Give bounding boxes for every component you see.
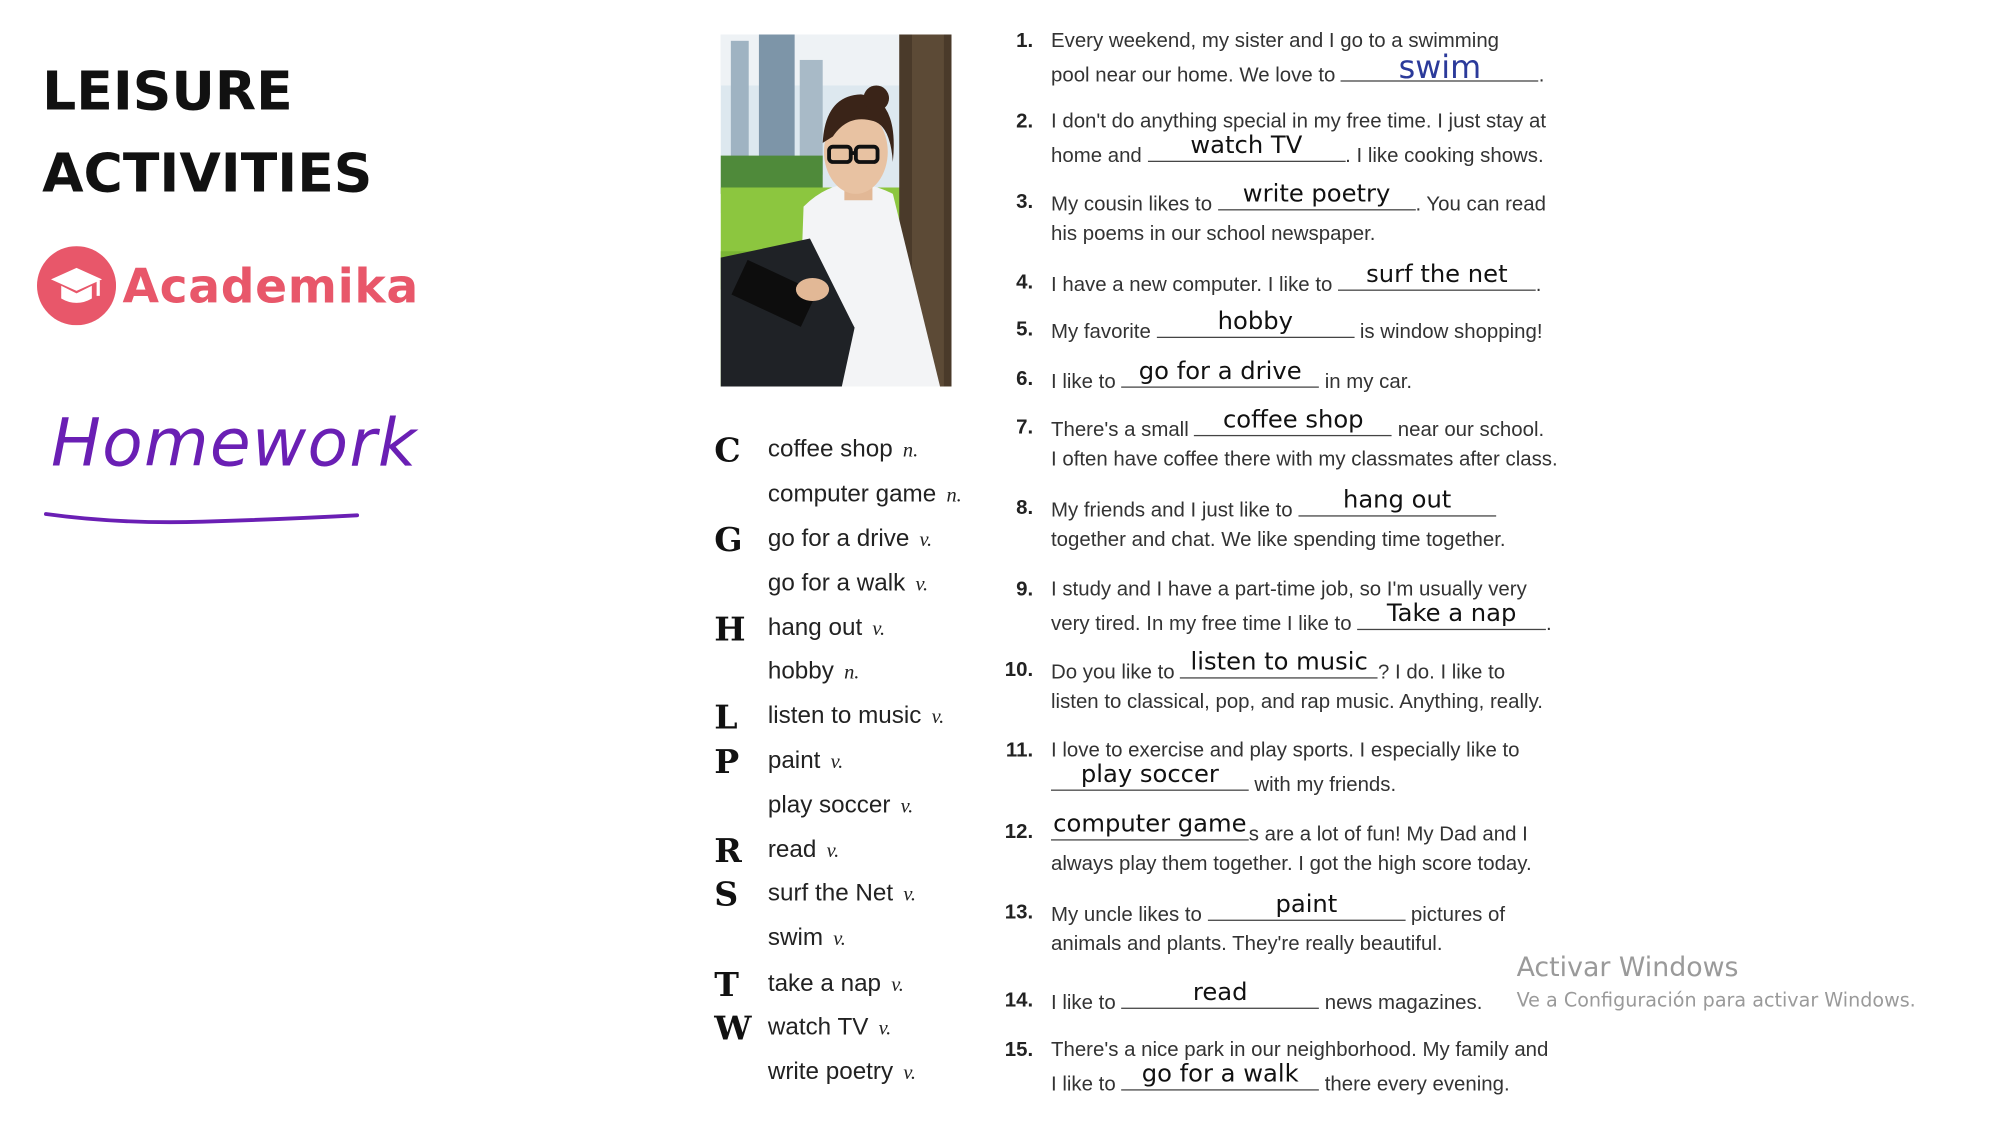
answer-blank xyxy=(1218,179,1416,210)
vocab-section-letter: G xyxy=(714,521,743,560)
sentence-text: is window shopping! xyxy=(1359,321,1543,344)
sentence-line-1 xyxy=(1051,179,1546,220)
sentence-text: I have a new computer. I like to xyxy=(1051,274,1333,296)
vocab-section-letter: H xyxy=(714,610,746,650)
vocab-word: surf the Net xyxy=(767,880,894,907)
sentence-text: pool near our home. We love to xyxy=(1051,65,1336,87)
vocab-part-of-speech: v. xyxy=(830,751,844,773)
vocab-item xyxy=(768,526,932,554)
sentence-line-1 xyxy=(1051,647,1506,688)
sentence-text: My friends and I just like to xyxy=(1051,499,1293,522)
sentence-text: listen to classical, pop, and rap music. Anything, really. xyxy=(1051,691,1543,714)
sentence-text: always play them together. I got the high score today. xyxy=(1051,853,1532,875)
sentence-text: together and chat. We like spending time together. xyxy=(1051,529,1506,552)
vocab-word: hobby xyxy=(767,658,834,685)
answer-blank xyxy=(1208,890,1406,921)
answer-blank xyxy=(1357,599,1546,630)
exercise-number: 7. xyxy=(1016,417,1034,439)
handwritten-answer: surf the net xyxy=(1366,260,1508,289)
sentence-text: with my friends. xyxy=(1254,774,1397,796)
sentence-line-1 xyxy=(1051,485,1496,526)
sentence-line-1 xyxy=(1051,405,1545,446)
handwritten-answer: play soccer xyxy=(1080,760,1219,789)
sentence-text: in my car. xyxy=(1324,371,1413,393)
sentence-line-2 xyxy=(1051,524,1506,556)
exercise-number: 12. xyxy=(1004,821,1034,844)
vocab-item xyxy=(768,925,846,953)
vocab-part-of-speech: v. xyxy=(872,618,886,641)
vocab-item xyxy=(768,837,839,865)
answer-blank xyxy=(1051,809,1249,840)
exercise-number: 1. xyxy=(1016,30,1034,53)
answer-blank xyxy=(1121,1059,1319,1090)
exercise-number: 11. xyxy=(1005,739,1034,762)
exercise-number: 10. xyxy=(1004,659,1034,682)
handwritten-answer: paint xyxy=(1275,890,1338,919)
sentence-line-2 xyxy=(1051,1059,1510,1100)
sentence-text: . xyxy=(1546,613,1552,636)
vocab-item xyxy=(768,481,962,509)
sentence-text: I like to xyxy=(1051,1073,1116,1096)
sentence-line-2 xyxy=(1051,131,1544,172)
handwritten-answer: computer game xyxy=(1053,809,1247,839)
sentence-text: I study and I have a part-time job, so I'm usually very xyxy=(1051,579,1527,601)
sentence-text: his poems in our school newspaper. xyxy=(1051,223,1376,245)
vocab-part-of-speech: n. xyxy=(946,484,962,507)
sentence-line-2 xyxy=(1051,848,1532,880)
sentence-line-1 xyxy=(1051,357,1413,398)
vocab-word: coffee shop xyxy=(767,436,893,464)
sentence-text: news magazines. xyxy=(1324,992,1483,1015)
vocab-word: go for a walk xyxy=(767,570,906,597)
handwritten-answer: swim xyxy=(1398,48,1482,86)
vocab-word: take a nap xyxy=(767,970,882,998)
answer-blank xyxy=(1121,357,1319,388)
sentence-line-1 xyxy=(1051,809,1528,850)
vocab-part-of-speech: v. xyxy=(878,1017,892,1040)
homework-underline xyxy=(43,506,362,532)
answer-blank xyxy=(1298,485,1496,516)
sentence-text: Every weekend, my sister and I go to a swimming xyxy=(1051,30,1500,53)
vocab-item xyxy=(768,658,860,686)
exercise-number: 6. xyxy=(1016,368,1034,391)
vocab-part-of-speech: v. xyxy=(891,974,904,997)
answer-blank xyxy=(1338,260,1536,291)
handwritten-answer: Take a nap xyxy=(1386,599,1517,628)
windows-activation-watermark xyxy=(1517,952,1916,1012)
homework-label: Homework xyxy=(51,405,418,483)
vocab-item xyxy=(768,703,944,731)
vocab-part-of-speech: n. xyxy=(844,661,860,684)
answer-blank xyxy=(1121,978,1319,1009)
sentence-text: . xyxy=(1535,274,1542,296)
vocab-word: read xyxy=(767,836,817,864)
exercise-number: 13. xyxy=(1004,901,1034,924)
vocab-section-letter: P xyxy=(714,743,740,782)
handwritten-answer: write poetry xyxy=(1242,179,1391,208)
academika-logo xyxy=(37,245,419,327)
sentence-text: home and xyxy=(1051,145,1142,168)
vocab-word: swim xyxy=(767,924,824,952)
sentence-text: very tired. In my free time I like to xyxy=(1051,613,1352,636)
vocab-item xyxy=(768,792,913,820)
vocab-word: listen to music xyxy=(767,702,922,730)
vocab-item xyxy=(768,1059,916,1087)
handwritten-answer: go for a walk xyxy=(1141,1059,1299,1089)
vocab-word: paint xyxy=(767,747,821,775)
sentence-text: there every evening. xyxy=(1324,1073,1510,1096)
sentence-text: I often have coffee there with my classmates after class. xyxy=(1051,448,1558,471)
exercise-number: 3. xyxy=(1016,191,1034,214)
title-line-1: LEISURE xyxy=(42,59,293,123)
handwritten-answer: listen to music xyxy=(1190,647,1368,677)
vocab-part-of-speech: n. xyxy=(902,440,919,462)
sentence-line-2 xyxy=(1051,48,1545,91)
vocab-section-letter: L xyxy=(714,698,738,738)
sentence-text: . You can read xyxy=(1415,193,1546,216)
vocab-part-of-speech: v. xyxy=(919,529,933,552)
vocab-section-letter: S xyxy=(714,876,739,915)
handwritten-answer: go for a drive xyxy=(1138,357,1302,386)
vocab-word: hang out xyxy=(767,614,863,642)
handwritten-answer: hobby xyxy=(1217,307,1293,336)
woman-reading-photo xyxy=(721,34,952,386)
sentence-text: My uncle likes to xyxy=(1051,904,1202,927)
sentence-line-2 xyxy=(1051,929,1442,961)
sentence-text: My favorite xyxy=(1051,321,1151,344)
sentence-text: near our school. xyxy=(1397,419,1545,442)
answer-blank xyxy=(1147,131,1345,162)
answer-blank xyxy=(1156,307,1354,338)
sentence-text: I love to exercise and play sports. I especially like to xyxy=(1051,739,1520,762)
handwritten-answer: hang out xyxy=(1342,485,1452,515)
exercise-number: 4. xyxy=(1016,271,1034,294)
sentence-text: animals and plants. They're really beautiful. xyxy=(1051,933,1443,956)
sentence-text: s are a lot of fun! My Dad and I xyxy=(1248,823,1528,846)
sentence-text: I like to xyxy=(1051,992,1116,1015)
vocab-item xyxy=(768,971,904,999)
answer-blank xyxy=(1180,647,1378,678)
exercise-number: 5. xyxy=(1016,318,1034,341)
sentence-text: I don't do anything special in my free time. I just stay at xyxy=(1051,110,1547,133)
sentence-line-2 xyxy=(1051,686,1543,718)
sentence-text: . xyxy=(1538,65,1545,87)
vocab-item xyxy=(768,1014,891,1042)
sentence-text: I like to xyxy=(1051,371,1116,393)
vocab-item xyxy=(768,436,918,464)
sentence-line-2 xyxy=(1051,444,1558,476)
vocab-item xyxy=(768,880,916,908)
vocab-section-letter: R xyxy=(714,832,742,872)
sentence-text: There's a nice park in our neighborhood. My family and xyxy=(1051,1039,1549,1062)
exercise-number: 14. xyxy=(1004,989,1034,1012)
exercise-number: 15. xyxy=(1004,1039,1034,1062)
vocab-part-of-speech: v. xyxy=(903,883,916,906)
vocab-word: watch TV xyxy=(767,1014,869,1041)
vocab-part-of-speech: v. xyxy=(826,840,840,863)
vocab-word: play soccer xyxy=(767,792,891,819)
watermark-line-1: Activar Windows xyxy=(1516,951,1739,983)
page-title xyxy=(42,51,372,214)
vocab-word: computer game xyxy=(767,480,937,508)
exercise-number: 8. xyxy=(1016,497,1034,520)
answer-blank xyxy=(1341,48,1539,86)
sentence-line-2 xyxy=(1051,599,1552,640)
sentence-text: . I like cooking shows. xyxy=(1345,145,1544,168)
vocab-item xyxy=(768,570,928,598)
title-line-2: ACTIVITIES xyxy=(42,141,373,205)
vocab-part-of-speech: v. xyxy=(915,573,929,596)
vocab-part-of-speech: v. xyxy=(900,795,914,818)
sentence-text: Do you like to xyxy=(1051,661,1175,684)
sentence-text: pictures of xyxy=(1410,904,1506,927)
vocab-word: go for a drive xyxy=(767,525,910,553)
sentence-line-1 xyxy=(1051,890,1506,931)
sentence-line-1 xyxy=(1051,307,1543,348)
exercise-number: 9. xyxy=(1016,579,1034,601)
brand-name: Academika xyxy=(122,258,419,314)
answer-blank xyxy=(1194,405,1392,436)
sentence-text: ? I do. I like to xyxy=(1378,661,1506,684)
vocab-section-letter: W xyxy=(714,1010,752,1049)
sentence-line-1 xyxy=(1051,978,1483,1019)
handwritten-answer: watch TV xyxy=(1190,131,1303,160)
sentence-text: My cousin likes to xyxy=(1051,193,1213,216)
vocab-part-of-speech: v. xyxy=(903,1062,916,1085)
handwritten-answer: coffee shop xyxy=(1222,405,1364,434)
watermark-line-2: Ve a Configuración para activar Windows. xyxy=(1516,988,1916,1012)
exercise-number: 2. xyxy=(1016,110,1034,133)
sentence-line-1 xyxy=(1051,260,1542,301)
sentence-line-2 xyxy=(1051,218,1375,250)
graduation-cap-icon xyxy=(37,246,116,325)
sentence-text: There's a small xyxy=(1051,419,1189,442)
sentence-line-2 xyxy=(1051,760,1397,801)
vocab-part-of-speech: v. xyxy=(833,928,846,951)
vocab-section-letter: T xyxy=(714,966,739,1006)
vocab-part-of-speech: v. xyxy=(931,706,945,729)
vocab-section-letter: C xyxy=(714,432,741,471)
handwritten-answer: read xyxy=(1192,978,1248,1007)
answer-blank xyxy=(1051,760,1249,791)
vocab-item xyxy=(768,615,885,643)
vocab-word: write poetry xyxy=(767,1058,894,1086)
vocab-item xyxy=(768,747,843,775)
